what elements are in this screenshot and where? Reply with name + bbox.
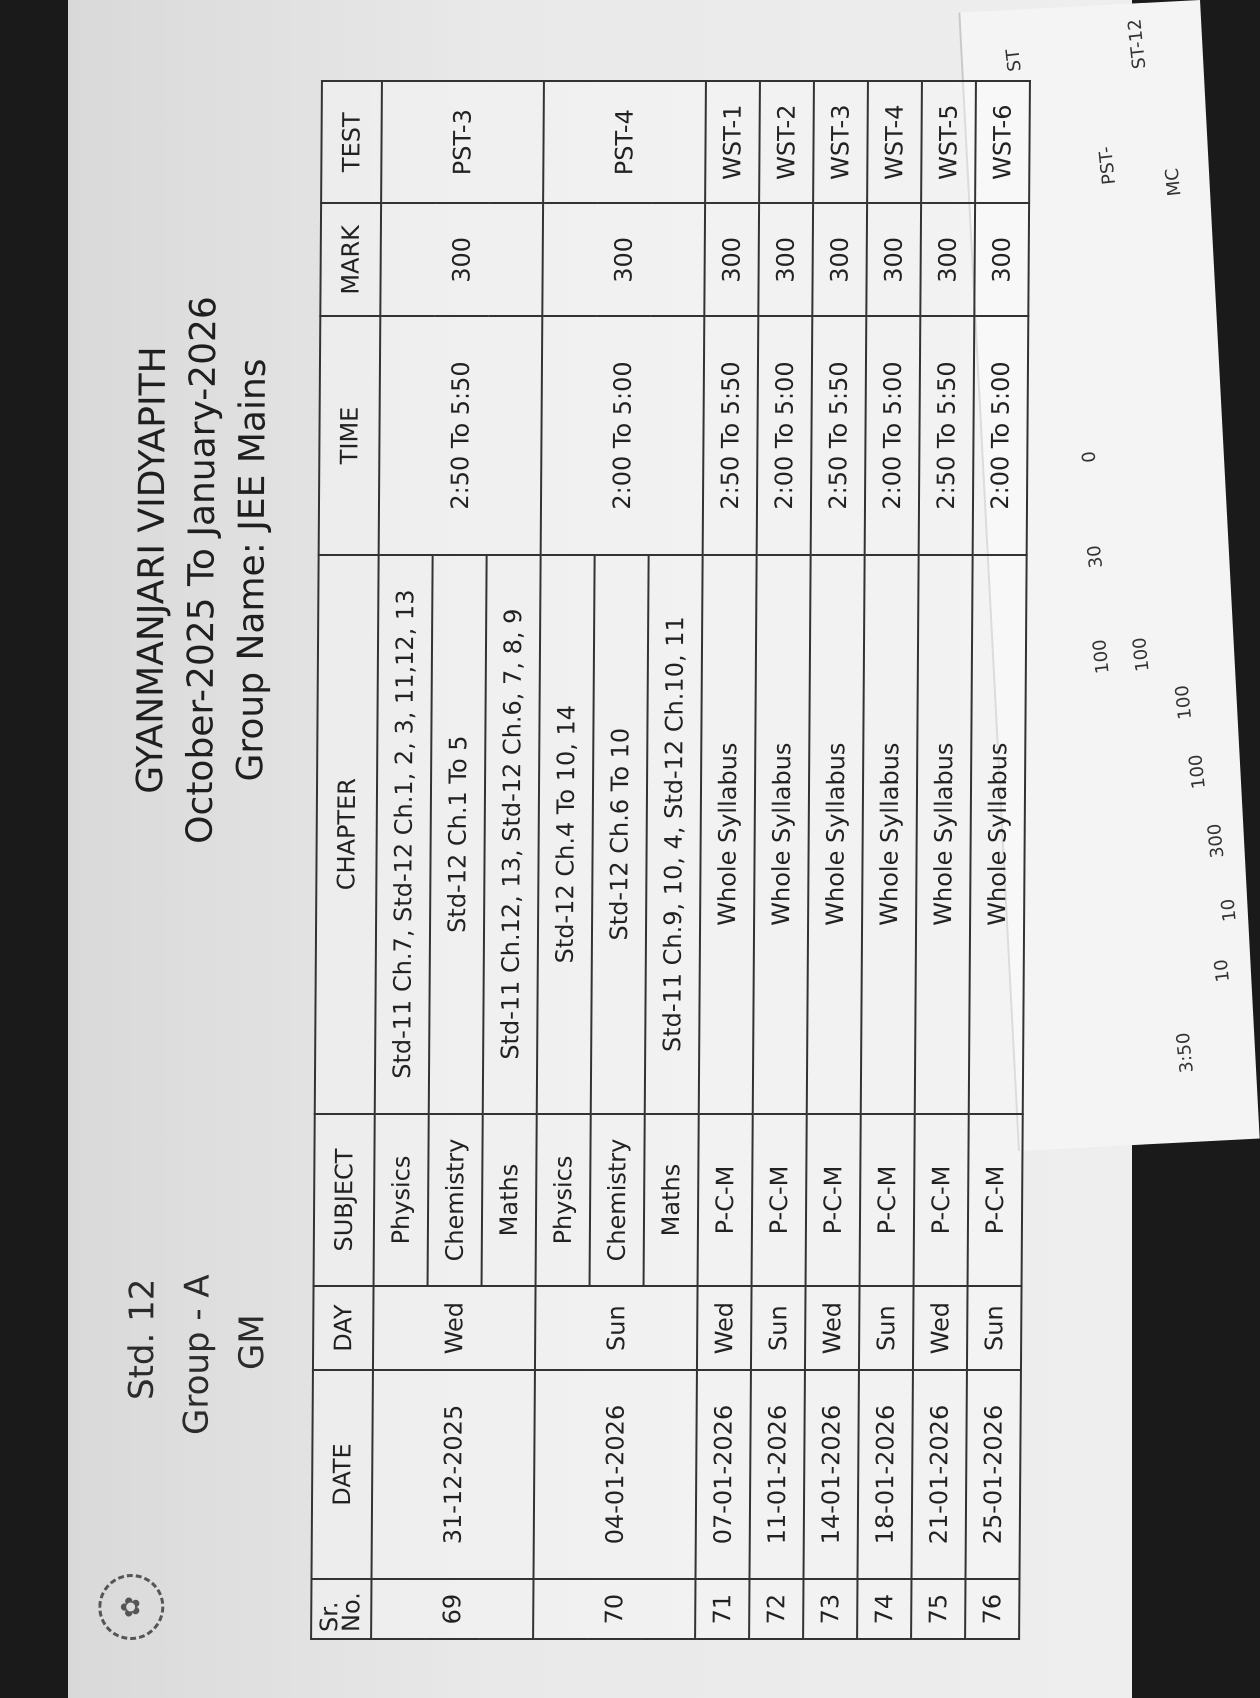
mark-cell: 300 [866, 203, 921, 316]
subject-cell: P-C-M [698, 1114, 753, 1287]
date-cell: 18-01-2026 [857, 1370, 912, 1579]
subject-cell: P-C-M [860, 1114, 915, 1287]
day-cell: Sun [859, 1286, 914, 1369]
column-header: DAY [313, 1286, 374, 1369]
background-sheet-text: ST [1002, 48, 1026, 73]
mark-cell: 300 [758, 203, 813, 316]
test-cell: WST-3 [813, 81, 868, 203]
sr-cell: 76 [965, 1579, 1019, 1639]
mark-cell: 300 [920, 203, 975, 316]
sr-cell: 75 [911, 1579, 965, 1639]
subject-cell: P-C-M [914, 1114, 969, 1287]
subject-cell: Chemistry [590, 1114, 645, 1287]
sr-cell: 73 [803, 1579, 857, 1639]
sr-cell: 72 [749, 1579, 803, 1639]
day-cell: Wed [805, 1286, 860, 1369]
school-logo-icon: ✿ [98, 1574, 164, 1640]
subject-cell: Physics [536, 1114, 591, 1287]
day-cell: Wed [373, 1286, 536, 1369]
time-cell: 2:50 To 5:50 [919, 316, 975, 554]
background-sheet-text: 100 [1089, 638, 1114, 675]
test-cell: PST-3 [381, 81, 544, 203]
table-header-row [311, 81, 382, 1639]
chapter-cell: Std-12 Ch.6 To 10 [591, 555, 649, 1114]
test-cell: WST-5 [921, 81, 976, 203]
chapter-cell: Std-12 Ch.1 To 5 [429, 555, 487, 1114]
time-cell: 2:00 To 5:00 [973, 316, 1029, 554]
chapter-cell: Whole Syllabus [915, 555, 973, 1114]
chapter-cell: Std-11 Ch.12, 13, Std-12 Ch.6, 7, 8, 9 [483, 555, 541, 1114]
column-header: TEST [321, 81, 382, 203]
time-cell: 2:50 To 5:50 [811, 316, 867, 554]
short-name-label: GM [231, 1314, 273, 1370]
institute-title: GYANMANJARI VIDYAPITH [129, 346, 175, 794]
background-sheet-text: 30 [1083, 544, 1108, 570]
table-row [965, 81, 1030, 1639]
day-cell: Sun [751, 1286, 806, 1369]
background-sheet-text: 10 [1210, 958, 1234, 984]
date-cell: 07-01-2026 [695, 1370, 750, 1579]
sr-cell: 69 [371, 1579, 533, 1639]
chapter-cell: Std-11 Ch.7, Std-12 Ch.1, 2, 3, 11,12, 13 [375, 555, 433, 1114]
subject-cell: P-C-M [752, 1114, 807, 1287]
background-sheet-text: 100 [1185, 753, 1210, 790]
background-sheet-text: MC [1161, 167, 1186, 198]
sr-cell: 74 [857, 1579, 911, 1639]
group-name-title: Group Name: JEE Mains [230, 358, 275, 782]
time-cell: 2:50 To 5:50 [703, 316, 759, 554]
column-header: SUBJECT [314, 1114, 375, 1287]
test-cell: WST-6 [975, 81, 1030, 203]
background-sheet-text: 300 [1203, 822, 1229, 859]
time-cell: 2:00 To 5:00 [757, 316, 813, 554]
timetable-document [80, 10, 1017, 1650]
mark-cell: 300 [812, 203, 867, 316]
day-cell: Sun [535, 1286, 698, 1369]
date-cell: 04-01-2026 [533, 1370, 696, 1579]
chapter-cell: Std-12 Ch.4 To 10, 14 [537, 555, 595, 1114]
background-sheet-text: 0 [1078, 450, 1101, 464]
background-sheet-text: 10 [1217, 897, 1241, 923]
column-header: Sr. No. [311, 1579, 371, 1639]
column-header: CHAPTER [315, 555, 379, 1114]
chapter-cell: Whole Syllabus [861, 555, 919, 1114]
subject-cell: P-C-M [806, 1114, 861, 1287]
chapter-cell: Whole Syllabus [807, 555, 865, 1114]
column-header: MARK [320, 203, 381, 316]
day-cell: Wed [697, 1286, 752, 1369]
table-row [371, 81, 436, 1639]
column-header: DATE [311, 1370, 372, 1579]
chapter-cell: Whole Syllabus [753, 555, 811, 1114]
test-cell: WST-2 [759, 81, 814, 203]
test-cell: WST-4 [867, 81, 922, 203]
background-sheet-text: PST- [1095, 145, 1121, 186]
subject-cell: Physics [374, 1114, 429, 1287]
chapter-cell: Whole Syllabus [969, 555, 1027, 1114]
sr-cell: 70 [533, 1579, 695, 1639]
subject-cell: Chemistry [428, 1114, 483, 1287]
chapter-cell: Std-11 Ch.9, 10, 4, Std-12 Ch.10, 11 [645, 555, 703, 1114]
background-sheet-text: 100 [1129, 636, 1154, 673]
date-cell: 25-01-2026 [965, 1370, 1020, 1579]
background-sheet-text: 3:50 [1172, 1031, 1198, 1074]
test-cell: PST-4 [543, 81, 706, 203]
subject-cell: P-C-M [968, 1114, 1023, 1287]
mark-cell: 300 [542, 203, 705, 316]
background-sheet-text: 100 [1171, 684, 1197, 721]
time-cell: 2:50 To 5:50 [379, 316, 543, 554]
chapter-cell: Whole Syllabus [699, 555, 757, 1114]
time-cell: 2:00 To 5:00 [865, 316, 921, 554]
mark-cell: 300 [380, 203, 543, 316]
subject-cell: Maths [644, 1114, 699, 1287]
group-label: Group - A [176, 1274, 218, 1435]
period-title: October-2025 To January-2026 [179, 296, 225, 844]
date-cell: 11-01-2026 [749, 1370, 804, 1579]
date-cell: 21-01-2026 [911, 1370, 966, 1579]
test-cell: WST-1 [705, 81, 760, 203]
time-cell: 2:00 To 5:00 [541, 316, 705, 554]
standard-label: Std. 12 [121, 1278, 163, 1400]
mark-cell: 300 [704, 203, 759, 316]
subject-cell: Maths [482, 1114, 537, 1287]
day-cell: Sun [967, 1286, 1022, 1369]
column-header: TIME [319, 316, 381, 554]
date-cell: 31-12-2025 [371, 1370, 534, 1579]
mark-cell: 300 [974, 203, 1029, 316]
date-cell: 14-01-2026 [803, 1370, 858, 1579]
table-row [533, 81, 598, 1639]
title-block [125, 190, 280, 950]
sr-cell: 71 [695, 1579, 749, 1639]
background-sheet-text: ST-12 [1124, 17, 1151, 70]
timetable [310, 80, 1031, 1640]
day-cell: Wed [913, 1286, 968, 1369]
